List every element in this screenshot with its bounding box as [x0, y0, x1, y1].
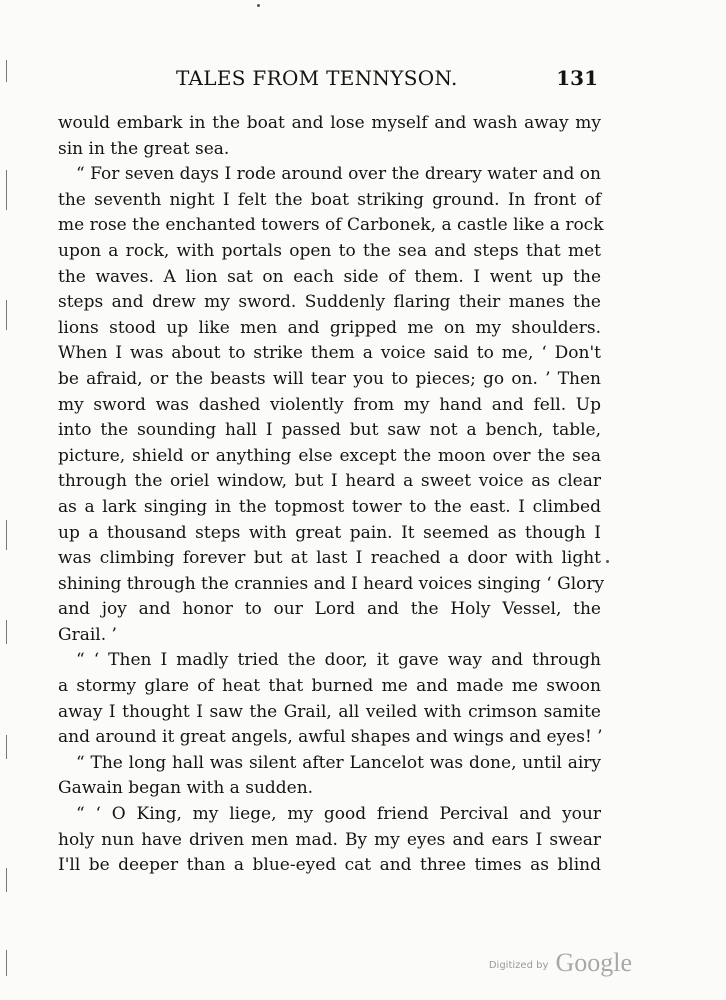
text-line: sin in the great sea.: [58, 138, 230, 159]
text-line: Grail. ’: [58, 624, 117, 645]
text-line: “ ‘ Then I madly tried the door, it gave way and through: [76, 650, 601, 671]
text-line: as a lark singing in the topmost tower to the east. I climbed: [58, 496, 601, 517]
text-line: I'll be deeper than a blue-eyed cat and three times as blind: [58, 855, 601, 876]
scan-edge-mark: [6, 620, 7, 644]
digitized-watermark: [489, 948, 632, 978]
scan-edge-mark: [6, 170, 7, 210]
watermark-prefix: Digitized by: [488, 960, 549, 971]
text-line: and around it great angels, awful shapes and wings and eyes! ’: [58, 727, 603, 748]
text-line: through the oriel window, but I heard a sweet voice as clear: [58, 471, 601, 492]
text-line: a stormy glare of heat that burned me and made me swoon: [58, 676, 601, 697]
text-line: steps and drew my sword. Suddenly flaring their manes the: [58, 292, 601, 313]
text-line: up a thousand steps with great pain. It seemed as though I: [58, 522, 601, 543]
text-line: upon a rock, with portals open to the sea and steps that met: [58, 240, 601, 261]
text-line: “ The long hall was silent after Lancelot was done, until airy: [76, 752, 601, 773]
text-line: holy nun have driven men mad. By my eyes and ears I swear: [58, 829, 601, 850]
text-line: Gawain began with a sudden.: [58, 778, 314, 799]
scan-dust-mark: [257, 4, 260, 7]
scan-edge-mark: [6, 300, 7, 330]
text-line: would embark in the boat and lose myself and wash away my: [58, 113, 601, 133]
google-logo: Google: [555, 948, 632, 977]
text-line: “ For seven days I rode around over the dreary water and on: [76, 164, 601, 185]
scan-edge-mark: [6, 868, 7, 892]
text-line: picture, shield or anything else except the moon over the sea: [58, 445, 601, 466]
text-line: lions stood up like men and gripped me on my shoulders.: [58, 317, 601, 338]
text-line: into the sounding hall I passed but saw not a bench, table,: [58, 420, 601, 441]
scan-dust-mark: [606, 560, 609, 563]
text-line: “ ‘ O King, my liege, my good friend Percival and your: [76, 804, 601, 825]
text-line: shining through the crannies and I heard voices singing ‘ Glory: [58, 573, 605, 594]
scan-edge-mark: [6, 735, 7, 759]
text-line: the seventh night I felt the boat striking ground. In front of: [58, 189, 601, 210]
scan-edge-mark: [6, 950, 7, 976]
text-line: me rose the enchanted towers of Carbonek, a castle like a rock: [58, 215, 604, 236]
text-line: be afraid, or the beasts will tear you to pieces; go on. ’ Then: [58, 368, 601, 389]
scan-edge-mark: [6, 520, 7, 550]
text-line: the waves. A lion sat on each side of them. I went up the: [58, 266, 601, 287]
text-line: When I was about to strike them a voice said to me, ‘ Don't: [58, 343, 601, 364]
text-line: and joy and honor to our Lord and the Holy Vessel, the: [58, 599, 601, 620]
page-number: 131: [556, 66, 598, 90]
scan-edge-mark: [6, 60, 7, 82]
running-title: TALES FROM TENNYSON.: [176, 66, 458, 90]
text-line: was climbing forever but at last I reached a door with light: [58, 548, 601, 569]
text-line: my sword was dashed violently from my hand and fell. Up: [58, 394, 601, 415]
running-header: [60, 66, 600, 96]
text-line: away I thought I saw the Grail, all veiled with crimson samite: [58, 701, 601, 722]
body-text: [58, 111, 605, 879]
